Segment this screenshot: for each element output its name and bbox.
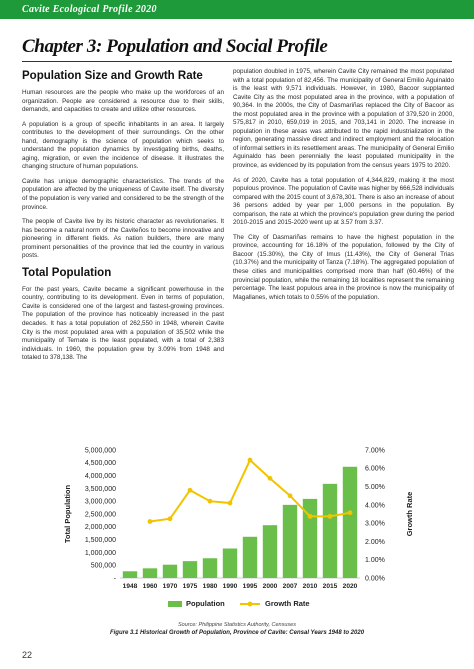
x-tick-label: 2020 (342, 583, 358, 590)
y-right-tick-label: 6.00% (365, 465, 385, 473)
figure-source: Source: Philippine Statistics Authority, Censuses (177, 622, 296, 628)
x-tick-label: 2000 (262, 583, 278, 590)
point-growth-rate (308, 514, 313, 519)
x-tick-label: 2015 (322, 583, 338, 590)
left-column (22, 68, 224, 369)
y-right-tick-label: 1.00% (365, 557, 385, 565)
y-right-tick-label: 4.00% (365, 502, 385, 510)
point-growth-rate (328, 514, 333, 519)
y-left-tick-label: 3,500,000 (84, 485, 116, 493)
y-left-tick-label: 4,500,000 (84, 460, 116, 468)
page-number: 22 (22, 650, 33, 660)
paragraph: Cavite has unique demographic characteristics. The trends of the population are affected by the uniqueness of Cavite itself. The diversity of the population is very varied and considered to be the strength of the province. (22, 177, 224, 211)
paragraph: A population is a group of specific inhabitants in an area. It largely contributes to the development of their surroundings. On the other hand, demography is the science of population which seeks to understand the population dynamics by investigating births, deaths, aging, migration, or even the incidence of disease. It illustrates the changing structure of human populations. (22, 120, 224, 171)
bar-population (323, 484, 337, 578)
legend-label-growth-rate: Growth Rate (265, 599, 310, 608)
y-right-tick-label: 3.00% (365, 520, 385, 528)
paragraph: For the past years, Cavite became a significant powerhouse in the country, contributing to its development. Even in terms of population, Cavite is considered one of the largest and fastest-growing provinces. The population of the province has noticeably increased in the past decades. It has a total population of 262,550 in 1948, wherein Cavite City is the most populated area with a population of 35,502 while the municipality of Ternate is the least populated, with a total of 2,383 individuals. In 1960, the population grew by 3.09% from 1948 and totaled to 378,138. The (22, 285, 224, 362)
y-left-tick-label: 2,000,000 (84, 524, 116, 532)
header-bar (0, 0, 474, 19)
section-heading-population-size: Population Size and Growth Rate (22, 70, 203, 82)
y-right-tick-label: 2.00% (365, 538, 385, 546)
y-left-tick-label: 3,000,000 (84, 498, 116, 506)
y-right-axis-label: Growth Rate (405, 491, 414, 537)
point-growth-rate (148, 519, 153, 524)
legend-marker-growth-rate (248, 602, 253, 607)
population-chart-svg (60, 440, 422, 620)
population-chart (60, 440, 422, 620)
line-growth-rate (150, 460, 350, 521)
y-right-tick-label: 7.00% (365, 447, 385, 455)
right-column (233, 68, 454, 308)
y-left-tick-label: 4,000,000 (84, 473, 116, 480)
y-left-axis-label: Total Population (63, 484, 72, 544)
point-growth-rate (248, 458, 253, 463)
bar-population (283, 505, 297, 578)
y-left-tick-label: 2,500,000 (84, 511, 116, 519)
bar-population (263, 525, 277, 578)
paragraph: Human resources are the people who make up the workforces of an organization. People are considered a resource due to their skills, demands, and capacities to create and utilize other resources. (22, 89, 224, 114)
point-growth-rate (228, 501, 233, 506)
y-right-tick-label: 5.00% (365, 483, 385, 491)
bar-population (163, 565, 177, 578)
legend-swatch-population (168, 601, 182, 607)
x-tick-label: 2007 (282, 583, 298, 590)
y-left-tick-label: 500,000 (90, 562, 116, 570)
y-left-tick-label: - (113, 575, 116, 583)
x-tick-label: 1980 (202, 583, 218, 590)
x-tick-label: 1960 (142, 583, 158, 590)
chapter-divider (22, 61, 452, 62)
x-tick-label: 1995 (242, 583, 258, 590)
figure-caption: Figure 3.1 Historical Growth of Population, Province of Cavite: Censal Years 1948 to 2020 (109, 630, 365, 636)
bar-population (223, 548, 237, 578)
legend-label-population: Population (186, 599, 225, 608)
bar-population (243, 537, 257, 578)
x-tick-label: 1948 (122, 583, 138, 590)
x-tick-label: 1975 (182, 583, 198, 590)
point-growth-rate (208, 499, 213, 504)
x-tick-label: 1990 (222, 583, 238, 590)
bar-population (203, 558, 217, 578)
paragraph: population doubled in 1975, wherein Cavite City remained the most populated with a total population of 82,456. The municipality of General Emilio Aguinaldo is the least with 9,571 individuals. However, in 1980, Bacoor supplanted Cavite City as the most populated area in the province, with a population of 90,364. In the 2000s, the City of Dasmariñas replaced the City of Bacoor as the most populated area in the province with a population of 379,520 in 2000, 575,817 in 2010, 659,019 in 2015, and 703,141 in 2020. The increase in population in these areas was attributed to the rapid industrialization in the region, generating massive direct and indirect employment and the relocation of informal settlers in its resettlement areas. The municipality of General Emilio Aguinaldo has been perennially the least populated municipality in the province, as evidenced by its population from the census years 1975 to 2020. (233, 68, 454, 170)
header-title: Cavite Ecological Profile 2020 (22, 4, 157, 15)
paragraph: As of 2020, Cavite has a total population of 4,344,829, making it the most populous province. The population of Cavite was higher by 666,528 individuals compared with the 2015 count of 3,678,301. There is also an increase of about 36 persons added by year per 1,000 persons in the population. By comparison, the rate at which the province's population grew during the period 2010-2015 and 2015-2020 went up at 3.57 from 3.37. (233, 176, 455, 227)
y-left-tick-label: 1,000,000 (84, 549, 116, 557)
paragraph: The people of Cavite live by its historic character as revolutionaries. It has become a natural norm of the Caviteños to become innovative and pioneering in different fields. As nation builders, there are many prominent personalities of the province that led the country in various posts. (22, 218, 224, 260)
bar-population (183, 561, 197, 578)
point-growth-rate (268, 476, 273, 481)
x-tick-label: 2010 (302, 583, 318, 590)
point-growth-rate (348, 510, 353, 515)
section-heading-total-population: Total Population (22, 266, 112, 279)
y-left-tick-label: 5,000,000 (84, 447, 116, 455)
y-right-tick-label: 0.00% (365, 575, 385, 583)
bar-population (143, 568, 157, 578)
point-growth-rate (168, 516, 173, 521)
point-growth-rate (188, 488, 193, 493)
x-tick-label: 1970 (162, 583, 178, 590)
chapter-title: Chapter 3: Population and Social Profile (22, 36, 328, 57)
point-growth-rate (288, 493, 293, 498)
y-left-tick-label: 1,500,000 (84, 537, 116, 544)
bar-population (123, 571, 137, 578)
bar-population (343, 467, 357, 578)
paragraph: The City of Dasmariñas remains to have the highest population in the province, accounting for 16.18% of the population, followed by the City of Bacoor (15.30%), the City of Imus (11.43%), the City of General Trias (10.37%) and the municipality of Tanza (7.18%). The aggregated population of these cities and municipalities comprised more than half (60.46%) of the provincial population, while the remaining 18 localities represent the remaining percentage. The least populous area in the province is now the municipality of Magallanes, which totals to 0.55% of the population. (233, 233, 454, 301)
